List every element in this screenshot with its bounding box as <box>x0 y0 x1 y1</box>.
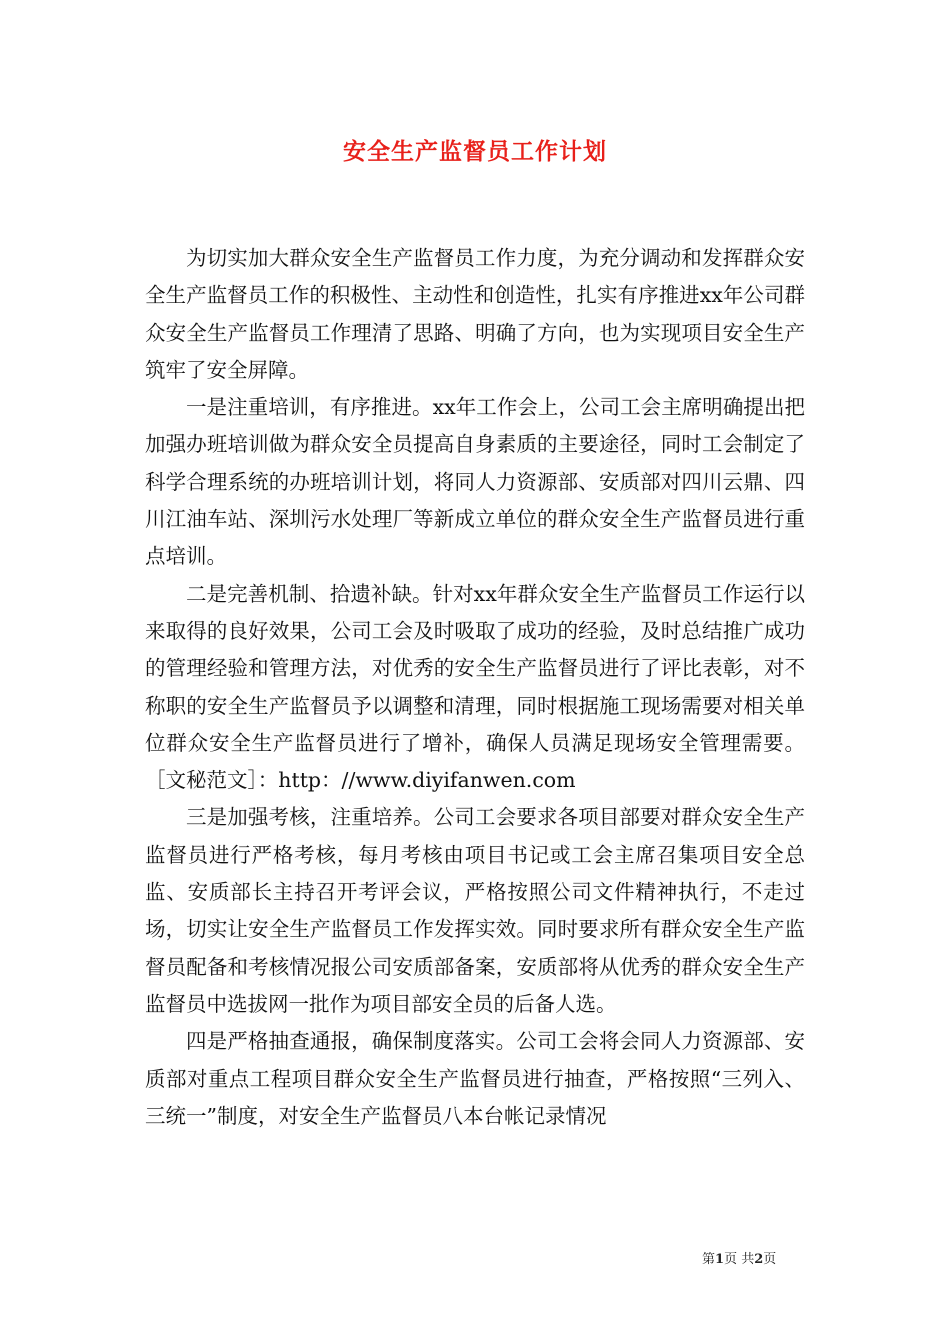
document-title: 安全生产监督员工作计划 <box>343 138 607 165</box>
footer-total-pages: 2 <box>754 1252 764 1267</box>
footer-middle: 页 共 <box>724 1252 755 1267</box>
paragraph-inspection: 四是严格抽查通报，确保制度落实。公司工会将会同人力资源部、安质部对重点工程项目群众安全生产监督员进行抽查，严格按照“三列入、三统一”制度，对安全生产监督员八本台帐记录情况 <box>145 1029 805 1128</box>
paragraph-training: 一是注重培训，有序推进。xx年工作会上，公司工会主席明确提出把加强办班培训做为群众安全员提高自身素质的主要途径，同时工会制定了科学合理系统的办班培训计划，将同人力资源部、安质部对四川云鼎、四川江油车站、深圳污水处理厂等新成立单位的群众安全生产监督员进行重点培训。 <box>145 395 805 569</box>
document-body <box>145 240 805 1135</box>
paragraph-assessment: 三是加强考核，注重培养。公司工会要求各项目部要对群众安全生产监督员进行严格考核，每月考核由项目书记或工会主席召集项目安全总监、安质部长主持召开考评会议，严格按照公司文件精神执行，不走过场，切实让安全生产监督员工作发挥实效。同时要求所有群众安全生产监督员配备和考核情况报公司安质部备案，安质部将从优秀的群众安全生产监督员中选拔网一批作为项目部安全员的后备人选。 <box>145 805 805 1016</box>
footer-prefix: 第 <box>702 1252 716 1267</box>
footer-current-page: 1 <box>715 1252 725 1267</box>
footer-suffix: 页 <box>763 1252 777 1267</box>
page-number-footer <box>702 1248 776 1267</box>
paragraph-mechanism: 二是完善机制、拾遗补缺。针对xx年群众安全生产监督员工作运行以来取得的良好效果，公司工会及时吸取了成功的经验，及时总结推广成功的管理经验和管理方法，对优秀的安全生产监督员进行了评比表彰，对不称职的安全生产监督员予以调整和清理，同时根据施工现场需要对相关单位群众安全生产监督员进行了增补，确保人员满足现场安全管理需要。［文秘范文］：http：//www.diyifanwen.com <box>145 581 805 793</box>
paragraph-intro: 为切实加大群众安全生产监督员工作力度，为充分调动和发挥群众安全生产监督员工作的积极性、主动性和创造性，扎实有序推进xx年公司群众安全生产监督员工作理清了思路、明确了方向，也为实现项目安全生产筑牢了安全屏障。 <box>145 246 805 382</box>
